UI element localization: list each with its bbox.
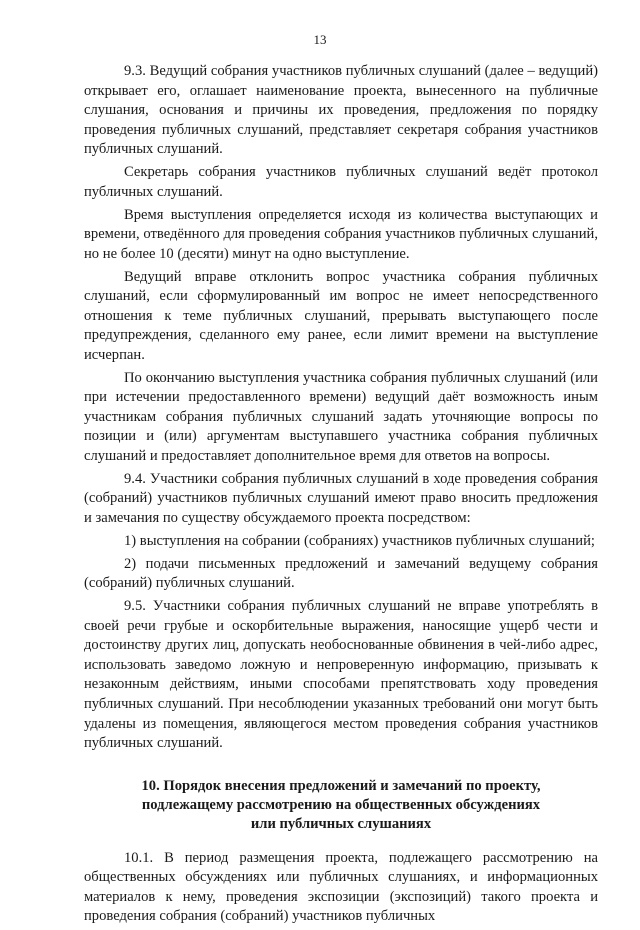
document-body: [84, 62, 598, 930]
section-heading-10: [84, 777, 598, 834]
list-item-1: 1) выступления на собрании (собраниях) участников публичных слушаний;: [124, 532, 595, 549]
paragraph-10-1: 10.1. В период размещения проекта, подлежащего рассмотрению на общественных обсуждениях или публичных слушаниях, и информационных материалов к нему, проведения экспозиции (экспозиций) такого проекта и проведения собрания (собраний) участников публичных: [84, 849, 598, 925]
section-heading-line: подлежащему рассмотрению на общественных обсуждениях: [141, 796, 541, 813]
paragraph-after-speech: По окончанию выступления участника собрания публичных слушаний (или при истечении предоставленного времени) ведущий даёт возможность иным участникам собрания публичных слушаний задать уточняющие вопросы по позиции и (или) аргументам выступавшего участника собрания публичных слушаний и предоставляет дополнительное время для ответов на вопросы.: [84, 369, 598, 465]
paragraph-9-5: 9.5. Участники собрания публичных слушаний не вправе употреблять в своей речи грубые и оскорбительные выражения, наносящие ущерб чести и достоинству других лиц, допускать необоснованные обвинения в чей-либо адрес, использовать заведомо ложную и непроверенную информацию, призывать к незаконным действиям, иными способами препятствовать ходу проведения публичных слушаний. При несоблюдении указанных требований они могут быть удалены из помещения, являющегося местом проведения собрания участников публичных слушаний.: [84, 597, 598, 752]
section-heading-line: или публичных слушаниях: [250, 815, 432, 832]
page-number: 13: [313, 32, 327, 47]
paragraph-9-4: 9.4. Участники собрания публичных слушаний в ходе проведения собрания (собраний) участников публичных слушаний имеют право вносить предложения и замечания по существу обсуждаемого проекта посредством:: [84, 470, 598, 526]
section-heading-line: 10. Порядок внесения предложений и замечаний по проекту,: [141, 777, 541, 794]
paragraph-speech-time: Время выступления определяется исходя из количества выступающих и времени, отведённого для проведения собрания участников публичных слушаний, но не более 10 (десяти) минут на одно выступление.: [84, 206, 598, 262]
list-item-2: 2) подачи письменных предложений и замечаний ведущему собрания (собраний) публичных слушаний.: [84, 555, 598, 592]
paragraph-secretary: Секретарь собрания участников публичных слушаний ведёт протокол публичных слушаний.: [84, 164, 598, 200]
paragraph-9-3: 9.3. Ведущий собрания участников публичных слушаний (далее – ведущий) открывает его, оглашает наименование проекта, вынесенного на публичные слушания, основания и причины их проведения, предложения по порядку проведения публичных слушаний, представляет секретаря собрания участников публичных слушаний.: [84, 63, 598, 158]
paragraph-reject-question: Ведущий вправе отклонить вопрос участника собрания публичных слушаний, если сформулированный им вопрос не имеет непосредственного отношения к теме публичных слушаний, прерывать выступающего после предупреждения, сделанного ему ранее, если лимит времени на выступление исчерпан.: [84, 268, 598, 363]
